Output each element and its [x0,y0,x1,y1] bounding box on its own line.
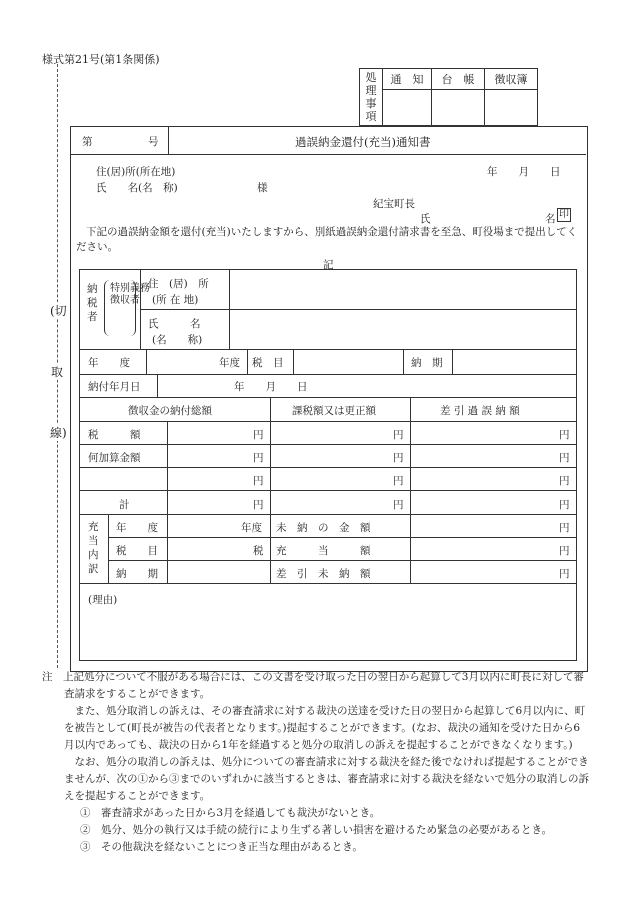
yen-unit: 円 [253,429,264,441]
cut-label-mid: 取 [50,365,63,379]
allocation-group-label: 充当内訳 [88,521,99,575]
yen-unit: 円 [253,452,264,464]
yen-unit: 円 [393,499,404,511]
taxpayer-name-label: 氏 名 [148,318,201,330]
processing-table [359,68,538,126]
proc-col-notice: 通 知 [383,69,432,90]
note-item-1: ① 審査請求があった日から3月を経過しても裁決がないとき。 [80,807,381,819]
yen-unit: 円 [559,475,570,487]
taxpayer-address-label: 住 (居) 所 [148,278,209,290]
cut-label-open: (切 [50,304,67,318]
alloc-unpaid-label: 未 納 の 金 額 [276,522,371,534]
year-suffix: 年度 [219,357,240,369]
note-item-3: ③ その他裁決を経ないことにつき正当な理由があるとき。 [80,841,363,853]
reason-field[interactable] [80,606,574,658]
tax-item-label: 税 目 [252,357,284,369]
alloc-item-suffix: 税 [253,545,264,557]
number-label: 第 [82,136,93,148]
processing-label-text: 処 理 事 項 [365,71,377,123]
issuer-name-given: 名 [545,213,556,225]
amount-header-assessed: 課税額又は更正額 [292,405,376,417]
payment-date-value: 年 月 日 [234,381,308,393]
yen-unit: 円 [393,475,404,487]
yen-unit: 円 [393,429,404,441]
proc-cell-collection[interactable] [485,90,538,126]
taxpayer-address-sub: (所 在 地) [152,294,199,306]
note-exceptions: なお、処分の取消しの訴えは、処分についての審査請求に対する裁決を経た後でなければ提起することができませんが、次の①から③までのいずれかに該当するときは、審査請求に対する裁決を経ないで処分の取消しの訴えを提起することができます。 [64,756,589,802]
alloc-year-suffix: 年度 [241,522,262,534]
alloc-period-label: 納 期 [116,568,158,580]
issuer-title: 紀宝町長 [373,198,415,210]
payment-date-label: 納付年月日 [88,381,141,393]
payment-period-label: 納 期 [411,357,443,369]
yen-unit: 円 [253,475,264,487]
proc-cell-ledger[interactable] [432,90,485,126]
alloc-applied-label: 充 当 額 [276,545,371,557]
taxpayer-type: 特別義務 徴収者 [110,283,150,306]
proc-cell-notice[interactable] [383,90,432,126]
taxpayer-name-sub: (名 称) [152,334,203,346]
intro-text: 下記の過誤納金額を還付(充当)いたしますから、別紙過誤納金還付請求書を至急、町役場まで提出してください。 [76,226,578,253]
yen-unit: 円 [559,499,570,511]
cut-label-close: 線) [50,426,67,440]
note-appeal: 注 上記処分について不服がある場合には、この文書を受け取った日の翌日から起算して3月以内に町長に対して審査請求をすることができます。 [42,671,584,700]
note-lawsuit: また、処分取消しの訴えは、その審査請求に対する裁決の送達を受けた日の翌日から起算して6月以内に、町を被告として(町長が被告の代表者となります。)提起することができます。(なお、裁決の通知を受けた日から6月以内であっても、裁決の日から1年を経過すると処分の取消しの訴えを提起することができなくなります。) [64,705,586,751]
form-code: 様式第21号(第1条関係) [42,53,160,66]
notice-title: 過誤納金還付(充当)通知書 [295,135,431,149]
recipient-address-label: 住(居)所(所在地) [96,166,176,178]
notes-section [42,669,590,856]
amount-row-surcharge-label: 何加算金額 [88,452,141,464]
taxpayer-label: 納税者 [87,283,98,323]
alloc-remaining-label: 差 引 未 納 額 [276,568,371,580]
ki-label: 記 [323,259,334,271]
yen-unit: 円 [393,452,404,464]
sama-honorific: 様 [257,182,268,194]
alloc-year-label: 年 度 [116,522,158,534]
amount-row-tax-label: 税 額 [88,429,141,441]
year-label: 年 度 [88,357,130,369]
alloc-item-label: 税 目 [116,545,158,557]
yen-unit: 円 [559,568,570,580]
note-item-2: ② 処分、処分の執行又は手続の続行により生ずる著しい損害を避けるため緊急の必要があるとき。 [80,824,553,836]
proc-col-collection: 徴収簿 [485,69,538,90]
amount-row-total-label: 計 [119,499,130,511]
amount-header-overpaid: 差 引 過 誤 納 額 [440,405,520,417]
taxpayer-name-field[interactable] [230,310,575,348]
yen-unit: 円 [253,499,264,511]
number-suffix: 号 [148,136,159,148]
yen-unit: 円 [559,522,570,534]
proc-col-ledger: 台 帳 [432,69,485,90]
taxpayer-address-field[interactable] [230,270,575,308]
issue-date: 年 月 日 [487,166,561,178]
processing-label [360,69,383,126]
yen-unit: 円 [559,452,570,464]
yen-unit: 円 [559,429,570,441]
yen-unit: 円 [559,545,570,557]
recipient-name-label: 氏 名(名 称) [96,182,178,194]
reason-label: (理由) [88,594,118,606]
seal-mark: 印 [559,209,569,220]
issuer-name-surname: 氏 [420,213,431,225]
amount-header-paid: 徴収金の納付総額 [128,405,212,417]
